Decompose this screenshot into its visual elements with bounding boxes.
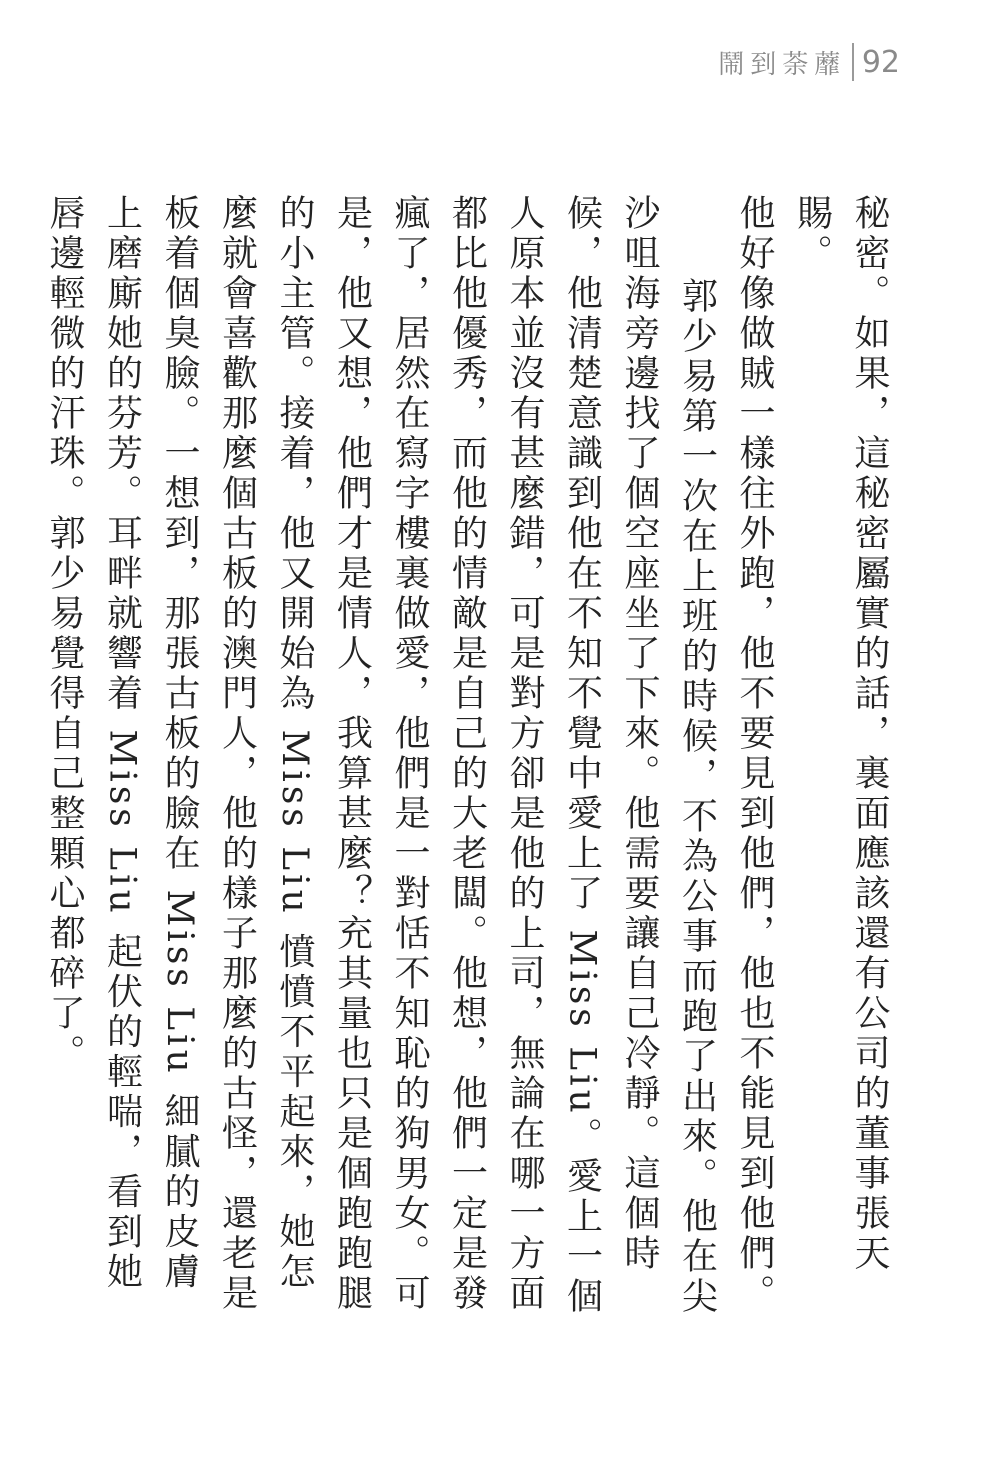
book-title: 鬧到荼蘼 [718, 49, 847, 80]
page-number: 92 [861, 44, 900, 80]
paragraph-1: 秘密。如果，這秘密屬實的話，裏面應該還有公司的董事張天賜。 [791, 194, 890, 1274]
paragraph-2: 他好像做賊一樣往外跑，他不要見到他們，他也不能見到他們。 [734, 194, 775, 1314]
header-divider [852, 43, 854, 81]
body-text [44, 194, 898, 1324]
paragraph-3: 郭少易第一次在上班的時候，不為公事而跑了出來。他在尖沙咀海旁邊找了個空座坐了下來。他需要讓自己冷靜。這個時候，他清楚意識到他在不知不覺中愛上了 Miss Liu。愛上一個人原本並沒有甚麼錯，可是對方卻是他的上司，無論在哪一方面都比他優秀，而他的情敵是自己的大老闆。他想，他們一定是發瘋了，居然在寫字樓裏做愛，他們是一對恬不知恥的狗男女。可是，他又想，他們才是情人，我算甚麼？充其量也只是個跑跑腿的小主管。接着，他又開始為 Miss Liu 憤憤不平起來，她怎麼就會喜歡那麼個古板的澳門人，他的樣子那麼的古怪，還老是板着個臭臉。一想到，那張古板的臉在 Miss Liu 細膩的皮膚上磨廝她的芬芳。耳畔就響着 Miss Liu 起伏的輕喘，看到她唇邊輕微的汗珠。郭少易覺得自己整顆心都碎了。 [44, 194, 718, 1317]
page-header [718, 40, 900, 84]
